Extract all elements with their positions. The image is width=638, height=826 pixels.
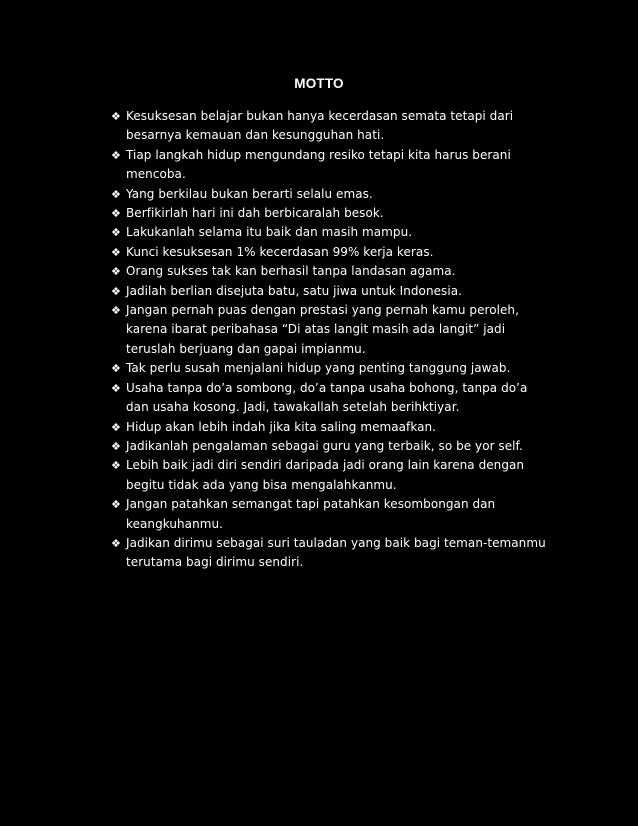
diamond-bullet-icon: ❖ [111,207,121,221]
list-item [110,301,550,359]
diamond-bullet-icon: ❖ [111,148,121,162]
page-title: MOTTO [294,76,344,91]
list-item [110,185,550,204]
motto-text: Jangan pernah puas dengan prestasi yang pernah kamu peroleh, karena ibarat peribahasa “Di atas langit masih ada langit” jadi teruslah berjuang dan gapai impianmu. [126,303,519,356]
diamond-bullet-icon: ❖ [111,459,121,473]
list-item [110,456,550,495]
diamond-bullet-icon: ❖ [111,304,121,318]
motto-text: Hidup akan lebih indah jika kita saling memaafkan. [126,419,437,434]
motto-text: Yang berkilau bukan berarti selalu emas. [126,186,373,201]
motto-text: Berfikirlah hari ini dah berbicaralah besok. [126,206,384,221]
diamond-bullet-icon: ❖ [111,381,121,395]
list-item [110,534,550,573]
motto-text: Jangan patahkan semangat tapi patahkan kesombongan dan keangkuhanmu. [126,497,496,531]
diamond-bullet-icon: ❖ [111,265,121,279]
list-item [110,243,550,262]
diamond-bullet-icon: ❖ [111,498,121,512]
diamond-bullet-icon: ❖ [111,226,121,240]
list-item [110,204,550,223]
motto-text: Lebih baik jadi diri sendiri daripada jadi orang lain karena dengan begitu tidak ada yang bisa mengalahkanmu. [126,458,525,492]
list-item [110,282,550,301]
diamond-bullet-icon: ❖ [111,362,121,376]
list-item [110,107,550,146]
list-item [110,379,550,418]
list-item [110,146,550,185]
diamond-bullet-icon: ❖ [111,420,121,434]
diamond-bullet-icon: ❖ [111,536,121,550]
motto-text: Tak perlu susah menjalani hidup yang penting tanggung jawab. [126,361,511,376]
motto-text: Tiap langkah hidup mengundang resiko tetapi kita harus berani mencoba. [126,147,511,182]
diamond-bullet-icon: ❖ [111,284,121,298]
motto-text: Usaha tanpa do’a sombong, do’a tanpa usaha bohong, tanpa do’a dan usaha kosong. Jadi, tawakallah setelah berihktiyar. [126,380,528,415]
diamond-bullet-icon: ❖ [111,439,121,453]
motto-text: Orang sukses tak kan berhasil tanpa landasan agama. [126,264,456,279]
list-item [110,437,550,456]
list-item [110,495,550,534]
list-item [110,262,550,281]
motto-text: Jadilah berlian disejuta batu, satu jiwa untuk Indonesia. [126,283,462,298]
motto-text: Lakukanlah selama itu baik dan masih mampu. [126,225,413,240]
diamond-bullet-icon: ❖ [111,245,121,259]
list-item [110,418,550,437]
motto-text: Kesuksesan belajar bukan hanya kecerdasan semata tetapi dari besarnya kemauan dan kesungguhan hati. [126,109,514,143]
motto-list [110,107,550,573]
motto-text: Jadikan dirimu sebagai suri tauladan yang baik bagi teman-temanmu terutama bagi dirimu sendiri. [126,535,546,570]
diamond-bullet-icon: ❖ [111,187,121,201]
list-item [110,359,550,378]
diamond-bullet-icon: ❖ [111,110,121,123]
motto-text: Jadikanlah pengalaman sebagai guru yang terbaik, so be yor self. [126,438,523,453]
motto-text: Kunci kesuksesan 1% kecerdasan 99% kerja keras. [126,244,434,259]
list-item [110,223,550,242]
